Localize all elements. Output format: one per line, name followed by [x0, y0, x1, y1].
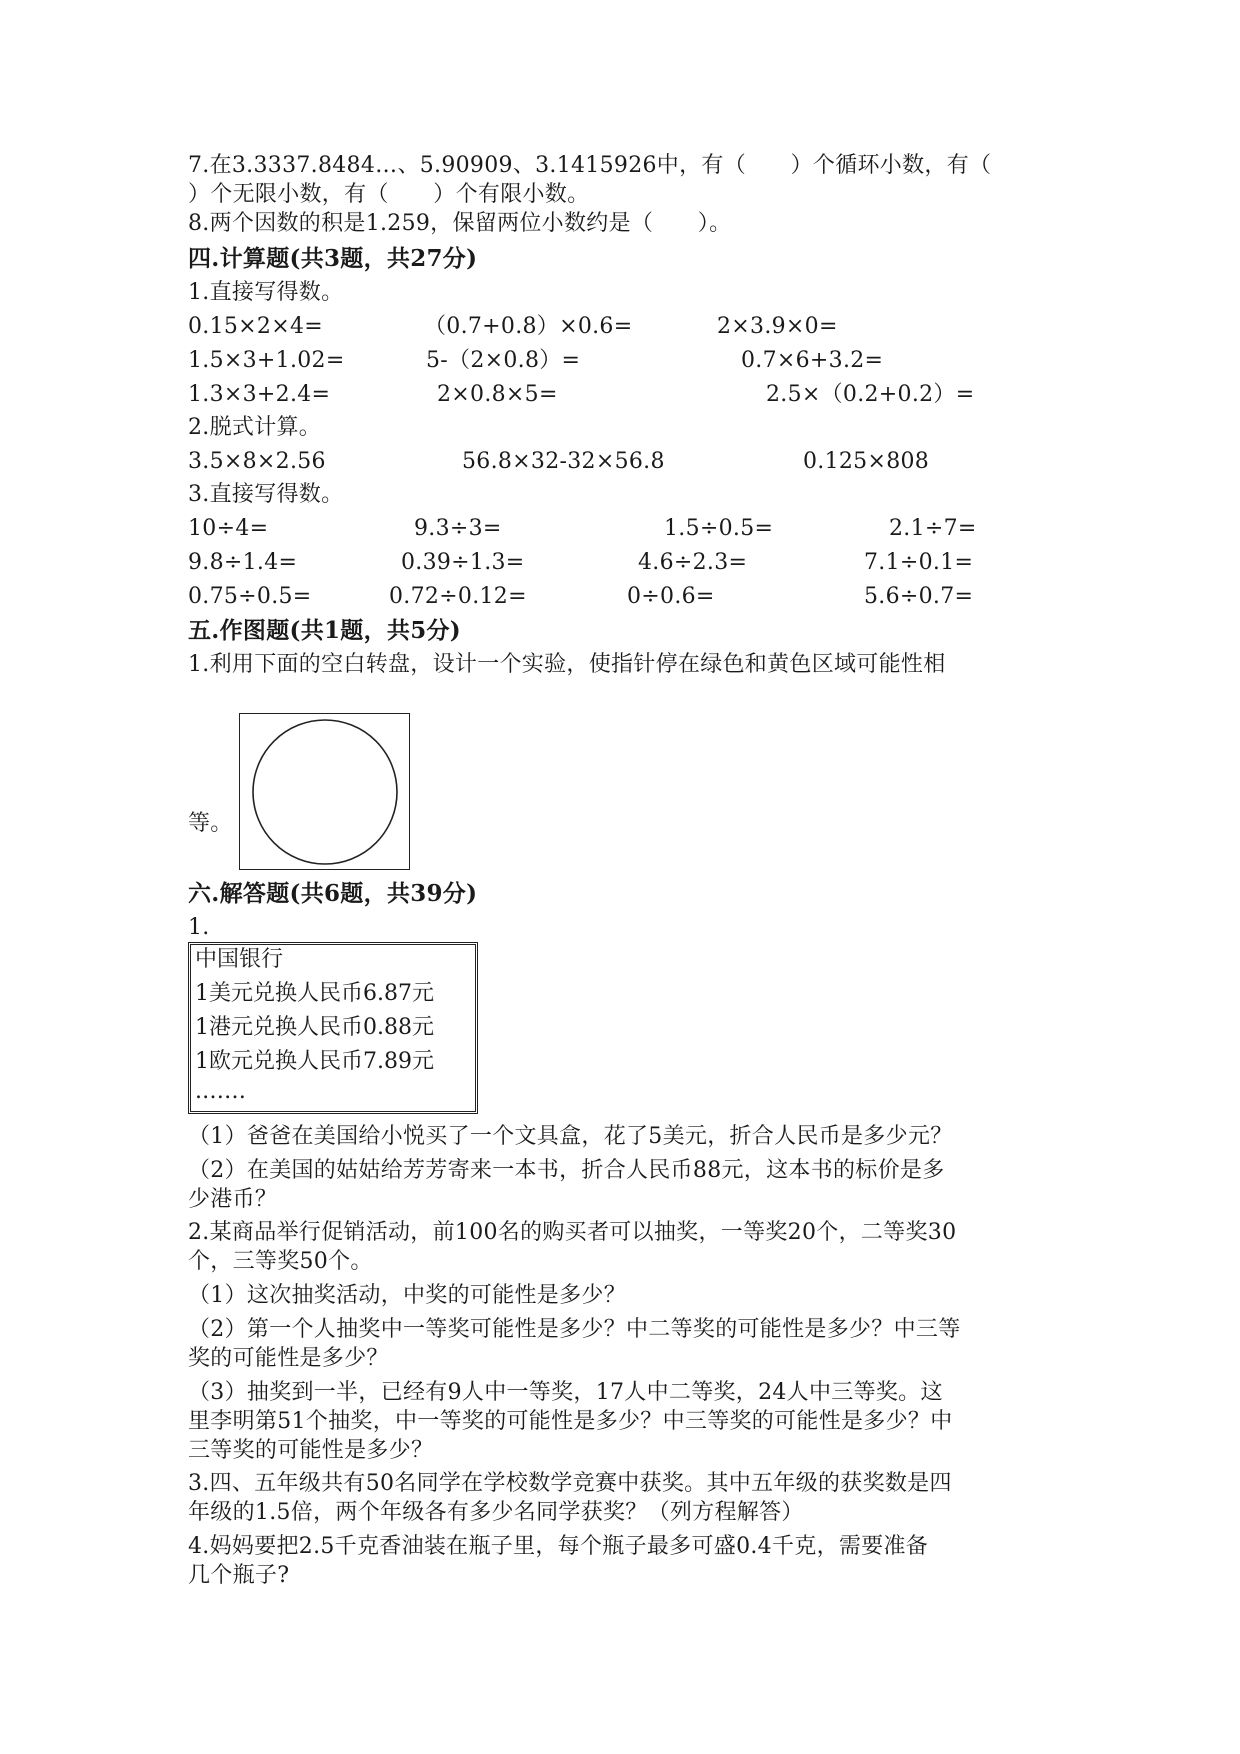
- answer-q4-line-2: 几个瓶子?: [188, 1563, 290, 1588]
- answer-q1-number: 1.: [188, 915, 210, 940]
- question-8: 8.两个因数的积是1.259，保留两位小数约是（ ）。: [188, 211, 732, 236]
- answer-q3-line-1: 3.四、五年级共有50名同学在学校数学竞赛中获奖。其中五年级的获奖数是四: [188, 1471, 952, 1496]
- calc-item: 56.8×32-32×56.8: [462, 449, 665, 474]
- answer-q2-line-1: 2.某商品举行促销活动，前100名的购买者可以抽奖，一等奖20个，二等奖30: [188, 1220, 957, 1245]
- calc-item: 0.39÷1.3=: [401, 550, 525, 575]
- calc-item: 2.5×（0.2+0.2）=: [766, 382, 975, 407]
- section-5-heading: 五.作图题(共1题，共5分): [188, 617, 461, 644]
- answer-q1-sub2-line-2: 少港币？: [188, 1187, 278, 1212]
- bank-rate-line: 1美元兑换人民币6.87元: [195, 981, 434, 1006]
- calc-item: 1.5÷0.5=: [664, 516, 774, 541]
- calc-item: 4.6÷2.3=: [638, 550, 748, 575]
- calc-item: 5.6÷0.7=: [864, 584, 974, 609]
- calc-item: （0.7+0.8）×0.6=: [424, 314, 633, 339]
- calc-item: 9.3÷3=: [414, 516, 502, 541]
- section-6-heading: 六.解答题(共6题，共39分): [188, 880, 478, 907]
- question-7-line-2: ）个无限小数，有（ ）个有限小数。: [188, 182, 590, 207]
- answer-q2-sub3-line-3: 三等奖的可能性是多少？: [188, 1438, 434, 1463]
- bank-rate-line: 1港元兑换人民币0.88元: [195, 1015, 434, 1040]
- answer-q2-sub2-line-2: 奖的可能性是多少？: [188, 1346, 389, 1371]
- calc-item: 1.5×3+1.02=: [188, 348, 345, 373]
- calc-item: 0.75÷0.5=: [188, 584, 312, 609]
- answer-q1-sub1: （1）爸爸在美国给小悦买了一个文具盒，花了5美元，折合人民币是多少元？: [188, 1124, 953, 1149]
- question-7-line-1: 7.在3.3337.8484…、5.90909、3.1415926中，有（ ）个循环小数，有（: [188, 153, 992, 178]
- bank-title: 中国银行: [195, 947, 284, 972]
- drawing-q1-line-2: 等。: [188, 811, 233, 836]
- calc-item: 3.5×8×2.56: [188, 449, 326, 474]
- calc-q1-title: 1.直接写得数。: [188, 280, 344, 305]
- calc-item: 0.125×808: [803, 449, 930, 474]
- answer-q3-line-2: 年级的1.5倍，两个年级各有多少名同学获奖？（列方程解答）: [188, 1500, 804, 1525]
- calc-item: 0.15×2×4=: [188, 314, 323, 339]
- calc-item: 7.1÷0.1=: [864, 550, 974, 575]
- calc-item: 2×0.8×5=: [437, 382, 558, 407]
- answer-q2-sub2-line-1: （2）第一个人抽奖中一等奖可能性是多少？中二等奖的可能性是多少？中三等: [188, 1317, 961, 1342]
- answer-q2-sub3-line-1: （3）抽奖到一半，已经有9人中一等奖，17人中二等奖，24人中三等奖。这: [188, 1380, 943, 1405]
- answer-q2-sub1: （1）这次抽奖活动，中奖的可能性是多少？: [188, 1283, 626, 1308]
- calc-item: 5-（2×0.8）=: [426, 348, 581, 373]
- calc-item: 10÷4=: [188, 516, 269, 541]
- calc-item: 0.72÷0.12=: [389, 584, 527, 609]
- calc-item: 2×3.9×0=: [717, 314, 838, 339]
- calc-q3-title: 3.直接写得数。: [188, 482, 344, 507]
- calc-item: 1.3×3+2.4=: [188, 382, 331, 407]
- bank-rate-table: [188, 942, 478, 1114]
- calc-item: 9.8÷1.4=: [188, 550, 298, 575]
- blank-spinner-frame: [239, 713, 410, 870]
- answer-q4-line-1: 4.妈妈要把2.5千克香油装在瓶子里，每个瓶子最多可盛0.4千克，需要准备: [188, 1534, 929, 1559]
- calc-item: 2.1÷7=: [889, 516, 977, 541]
- blank-spinner-icon: [240, 714, 411, 871]
- calc-q2-title: 2.脱式计算。: [188, 415, 322, 440]
- calc-item: 0.7×6+3.2=: [741, 348, 884, 373]
- drawing-q1-line-1: 1.利用下面的空白转盘，设计一个实验，使指针停在绿色和黄色区域可能性相: [188, 652, 946, 677]
- calc-item: 0÷0.6=: [627, 584, 715, 609]
- answer-q2-line-2: 个，三等奖50个。: [188, 1249, 373, 1274]
- bank-rate-line: 1欧元兑换人民币7.89元: [195, 1049, 434, 1074]
- answer-q2-sub3-line-2: 里李明第51个抽奖，中一等奖的可能性是多少？中三等奖的可能性是多少？中: [188, 1409, 953, 1434]
- section-4-heading: 四.计算题(共3题，共27分): [188, 245, 478, 272]
- bank-rate-line: .……: [195, 1079, 246, 1104]
- answer-q1-sub2-line-1: （2）在美国的姑姑给芳芳寄来一本书，折合人民币88元，这本书的标价是多: [188, 1158, 945, 1183]
